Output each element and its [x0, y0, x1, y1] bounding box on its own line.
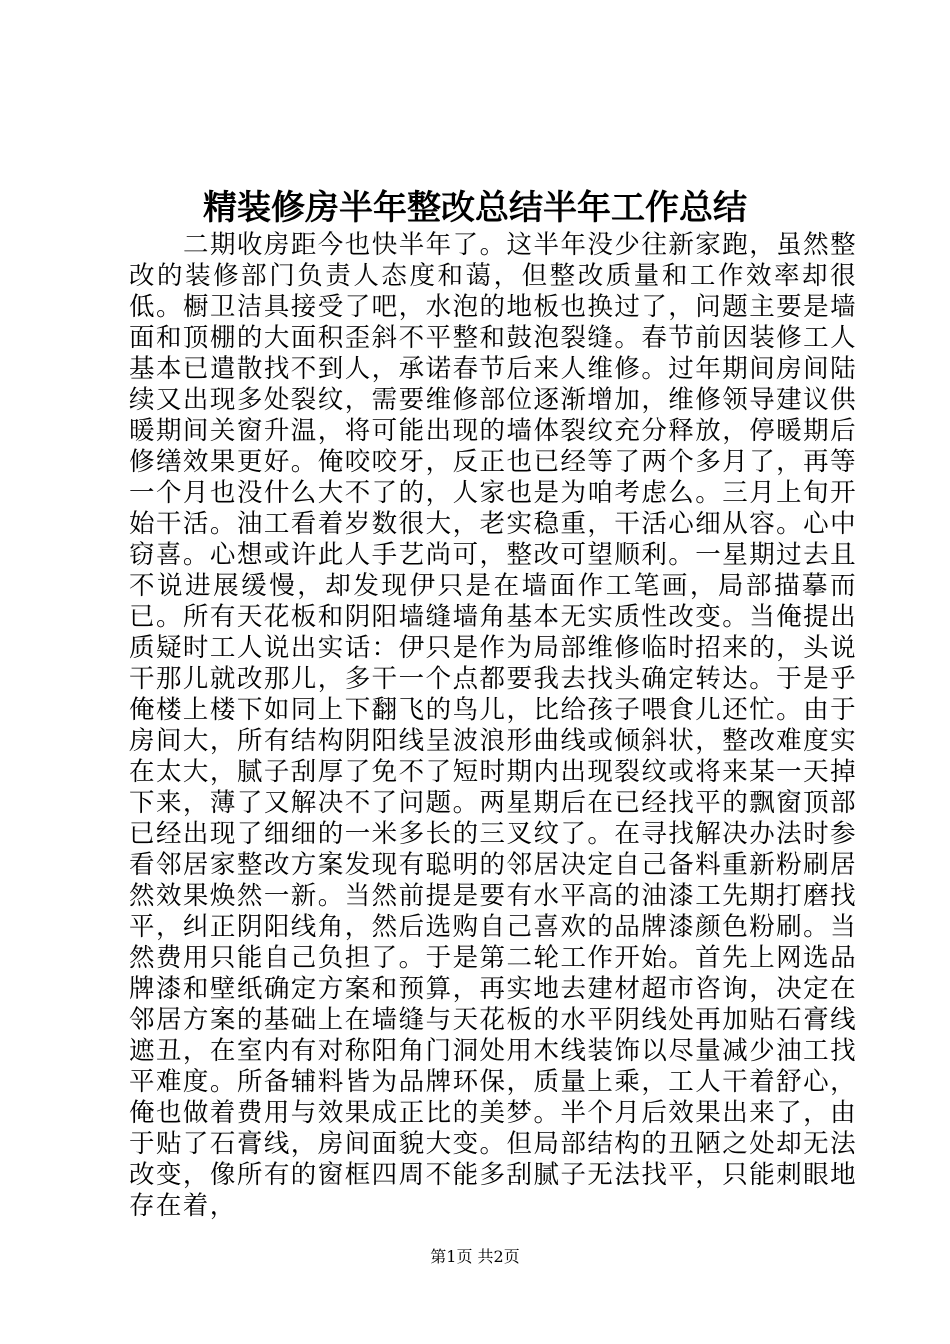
document-title: 精装修房半年整改总结半年工作总结 — [203, 188, 747, 228]
page-number-footer: 第1页 共2页 — [430, 1247, 520, 1266]
body-paragraph: 二期收房距今也快半年了。这半年没少往新家跑，虽然整改的装修部门负责人态度和蔼，但整改质量和工作效率却很低。橱卫洁具接受了吧，水泡的地板也换过了，问题主要是墙面和顶棚的大面积歪斜不平整和鼓泡裂缝。春节前因装修工人基本已遣散找不到人，承诺春节后来人维修。过年期间房间陆续又出现多处裂纹，需要维修部位逐渐增加，维修领导建议供暖期间关窗升温，将可能出现的墙体裂纹充分释放，停暖期后修缮效果更好。俺咬咬牙，反正也已经等了两个多月了，再等一个月也没什么大不了的，人家也是为咱考虑么。三月上旬开始干活。油工看着岁数很大，老实稳重，干活心细从容。心中窃喜。心想或许此人手艺尚可，整改可望顺利。一星期过去且不说进展缓慢，却发现伊只是在墙面作工笔画，局部描摹而已。所有天花板和阴阳墙缝墙角基本无实质性改变。当俺提出质疑时工人说出实话：伊只是作为局部维修临时招来的，头说干那儿就改那儿，多干一个点都要我去找头确定转达。于是乎俺楼上楼下如同上下翻飞的鸟儿，比给孩子喂食儿还忙。由于房间大，所有结构阴阳线呈波浪形曲线或倾斜状，整改难度实在太大，腻子刮厚了免不了短时期内出现裂纹或将来某一天掉下来，薄了又解决不了问题。两星期后在已经找平的飘窗顶部已经出现了细细的一米多长的三叉纹了。在寻找解决办法时参看邻居家整改方案发现有聪明的邻居决定自己备料重新粉刷居然效果焕然一新。当然前提是要有水平高的油漆工先期打磨找平，纠正阴阳线角，然后选购自己喜欢的品牌漆颜色粉刷。当然费用只能自己负担了。于是第二轮工作开始。首先上网选品牌漆和壁纸确定方案和预算，再实地去建材超市咨询，决定在邻居方案的基础上在墙缝与天花板的水平阴线处再加贴石膏线遮丑，在室内有对称阳角门洞处用木线装饰以尽量减少油工找平难度。所备辅料皆为品牌环保，质量上乘，工人干着舒心，俺也做着费用与效果成正比的美梦。半个月后效果出来了，由于贴了石膏线，房间面貌大变。但局部结构的丑陋之处却无法改变，像所有的窗框四周不能多刮腻子无法找平，只能刺眼地存在着， — [129, 230, 857, 1221]
